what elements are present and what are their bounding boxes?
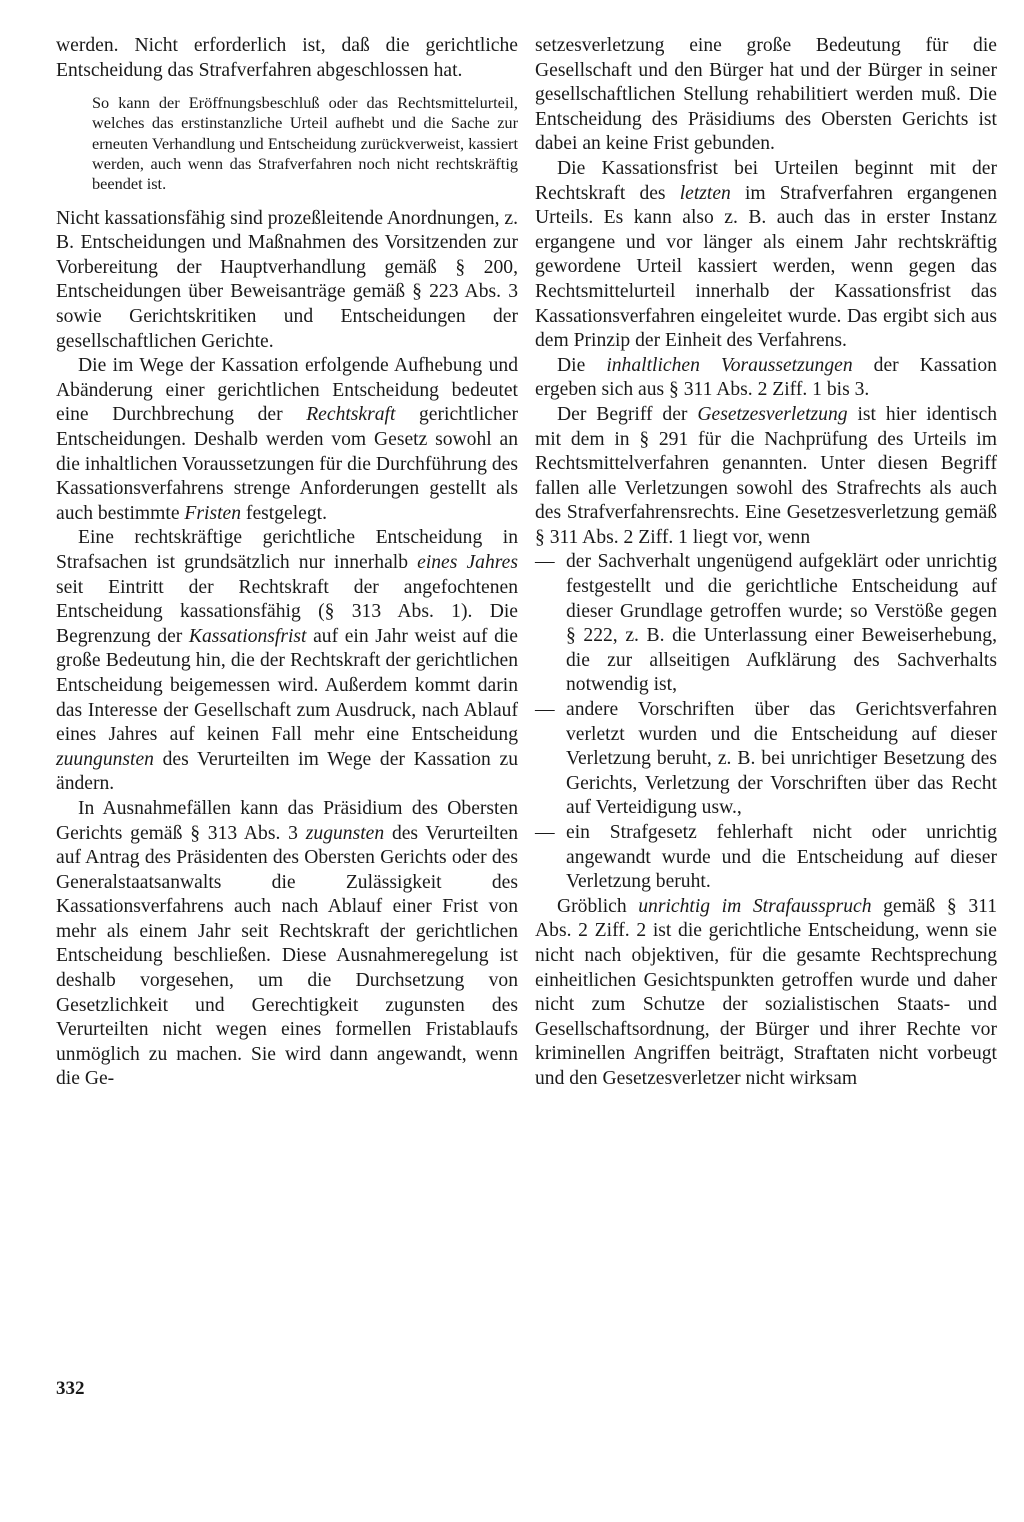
paragraph: Gröblich unrichtig im Strafausspruch gemäß § 311 Abs. 2 Ziff. 2 ist die gerichtliche Entscheidung, wenn sie nicht nach objektiven, für die gesamte Rechtsprechung einheitlichen Gesichtspunkten getroffen wurde und daher nicht zum Schutze der sozialistischen Staats- und Gesellschaftsordnung, der Bürger und ihrer Rechte vor kriminellen Angriffen beiträgt, Straftaten nicht vorbeugt und den Gesetzesverletzer nicht wirksam: [535, 895, 997, 1089]
dash-list: [535, 550, 997, 894]
emphasis: zugunsten: [305, 822, 385, 844]
paragraph: Eine rechtskräftige gerichtliche Entscheidung in Strafsachen ist grundsätzlich nur innerhalb eines Jahres seit Eintritt der Rechtskraft der angefochtenen Entscheidung kassationsfähig (§ 313 Abs. 1). Die Begrenzung der Kassationsfrist auf ein Jahr weist auf die große Bedeutung hin, die der Rechtskraft der gerichtlichen Entscheidung beigemessen wird. Außerdem kommt darin das Interesse der Gesellschaft zum Ausdruck, nach Ablauf eines Jahres auf keinen Fall mehr eine Entscheidung zuungunsten des Verurteilten im Wege der Kassation zu ändern.: [56, 527, 519, 795]
emphasis: Rechtskraft: [306, 404, 396, 426]
paragraph: setzesverletzung eine große Bedeutung für die Gesellschaft und den Bürger hat und der Bürger in seiner gesellschaftlichen Stellung rehabilitiert werden muß. Die Entscheidung des Präsidiums des Obersten Gerichts ist dabei an keine Frist gebunden.: [535, 35, 997, 155]
emphasis: eines Jahres: [417, 551, 519, 573]
list-item: — der Sachverhalt ungenügend aufgeklärt oder unrichtig festgestellt und die gerichtliche Entscheidung auf dieser Grundlage getroffen wurde; so Verstöße gegen § 222, z. B. die Unterlassung einer Beweiserhebung, die zur allseitigen Aufklärung des Sachverhalts notwendig ist,: [535, 550, 997, 698]
paragraph: Nicht kassationsfähig sind prozeßleitende Anordnungen, z. B. Entscheidungen und Maßnahmen des Vorsitzenden zur Vorbereitung der Hauptverhandlung gemäß § 200, Entscheidungen über Beweisanträge gemäß § 223 Abs. 3 sowie Gerichtskritiken und Entscheidungen der gesellschaftlichen Gerichte.: [56, 207, 518, 352]
right-column: [535, 34, 997, 1092]
paragraph: werden. Nicht erforderlich ist, daß die gerichtliche Entscheidung das Strafverfahren abgeschlossen hat.: [56, 35, 518, 81]
page-number: 332: [56, 1378, 85, 1399]
paragraph: Die inhaltlichen Voraussetzungen der Kassation ergeben sich aus § 311 Abs. 2 Ziff. 1 bis 3.: [535, 354, 997, 401]
emphasis: Gesetzesverletzung: [697, 403, 848, 425]
emphasis: letzten: [679, 182, 731, 204]
paragraph: Die Kassationsfrist bei Urteilen beginnt mit der Rechtskraft des letzten im Strafverfahren ergangenen Urteils. Es kann also z. B. auch das in erster Instanz ergangene und vor länger als einem Jahr rechtskräftig gewordene Urteil kassiert werden, wenn gegen das Rechtsmittelurteil innerhalb der Kassationsfrist das Kassationsverfahren eingeleitet wurde. Das ergibt sich aus dem Prinzip der Einheit des Verfahrens.: [535, 157, 997, 352]
emphasis: inhaltlichen Voraussetzungen: [606, 354, 853, 376]
small-print-note: So kann der Eröffnungsbeschluß oder das Rechtsmittelurteil, welches das erstinstanzliche Urteil aufhebt und die Sache zur erneuten Verhandlung und Entscheidung zurückverweist, kassiert werden, auch wenn das Strafverfahren noch nicht rechtskräftig beendet ist.: [92, 93, 518, 194]
emphasis: zuungunsten: [56, 748, 154, 770]
emphasis: Fristen: [184, 502, 242, 524]
list-item: — andere Vorschriften über das Gerichtsverfahren verletzt wurden und die Entscheidung auf dieser Verletzung beruht, z. B. bei unrichtiger Besetzung des Gerichts, Verletzung der Vorschriften über das Recht auf Verteidigung usw.,: [535, 698, 997, 821]
paragraph: In Ausnahmefällen kann das Präsidium des Obersten Gerichts gemäß § 313 Abs. 3 zugunsten des Verurteilten auf Antrag des Präsidenten des Obersten Gerichts oder des Generalstaatsanwalts die Zulässigkeit des Kassationsverfahrens auch nach Ablauf einer Frist von mehr als einem Jahr seit Rechtskraft der gerichtlichen Entscheidung beschließen. Diese Ausnahmeregelung ist deshalb vorgesehen, um die Durchsetzung von Gesetzlichkeit und Gerechtigkeit zugunsten des Verurteilten nicht wegen eines formellen Fristablaufs unmöglich zu machen. Sie wird dann angewandt, wenn die Ge-: [56, 797, 518, 1090]
emphasis: Kassationsfrist: [188, 625, 307, 647]
left-column: [56, 34, 518, 1092]
emphasis: unrichtig im Strafausspruch: [638, 895, 872, 917]
paragraph: Der Begriff der Gesetzesverletzung ist hier identisch mit dem in § 291 für die Nachprüfung des Urteils im Rechtsmittelverfahren genannten. Unter diesen Begriff fallen alle Verletzungen sowohl des Strafrechts als auch des Strafverfahrensrechts. Eine Gesetzesverletzung gemäß § 311 Abs. 2 Ziff. 1 liegt vor, wenn: [535, 403, 997, 548]
paragraph: Die im Wege der Kassation erfolgende Aufhebung und Abänderung einer gerichtlichen Entscheidung bedeutet eine Durchbrechung der Rechtskraft gerichtlicher Entscheidungen. Deshalb werden vom Gesetz sowohl an die inhaltlichen Voraussetzungen für die Durchführung des Kassationsverfahrens strenge Anforderungen gestellt als auch bestimmte Fristen festgelegt.: [56, 355, 518, 524]
list-item: — ein Strafgesetz fehlerhaft nicht oder unrichtig angewandt wurde und die Entscheidung auf dieser Verletzung beruht.: [535, 821, 997, 895]
